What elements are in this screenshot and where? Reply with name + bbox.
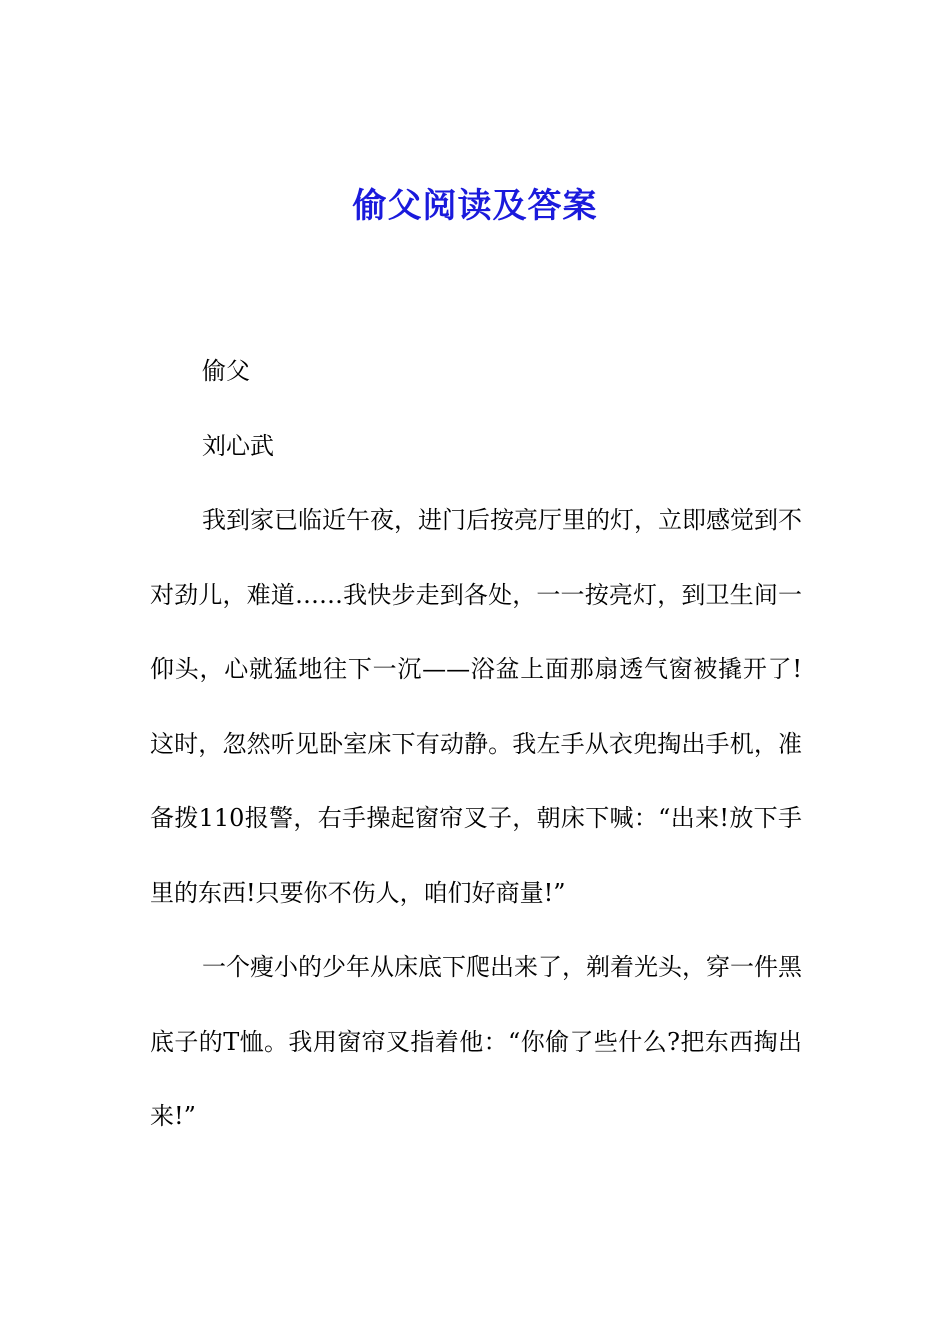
document-body — [150, 334, 802, 1154]
article-author: 刘心武 — [202, 431, 274, 460]
article-heading: 偷父 — [202, 357, 250, 385]
document-title: 偷父阅读及答案 — [352, 186, 598, 226]
paragraph-2: 一个瘦小的少年从床底下爬出来了，剃着光头，穿一件黑底子的T恤。我用窗帘叉指着他：“你偷了些什么?把东西掏出来!” — [150, 953, 802, 1130]
paragraph-1: 我到家已临近午夜，进门后按亮厅里的灯，立即感觉到不对劲儿，难道……我快步走到各处，一一按亮灯，到卫生间一仰头，心就猛地往下一沉——浴盆上面那扇透气窗被撬开了!这时，忽然听见卧室床下有动静。我左手从衣兜掏出手机，准备拨110报警，右手操起窗帘叉子，朝床下喊：“出来!放下手里的东西!只要你不伤人，咱们好商量!” — [150, 506, 802, 907]
